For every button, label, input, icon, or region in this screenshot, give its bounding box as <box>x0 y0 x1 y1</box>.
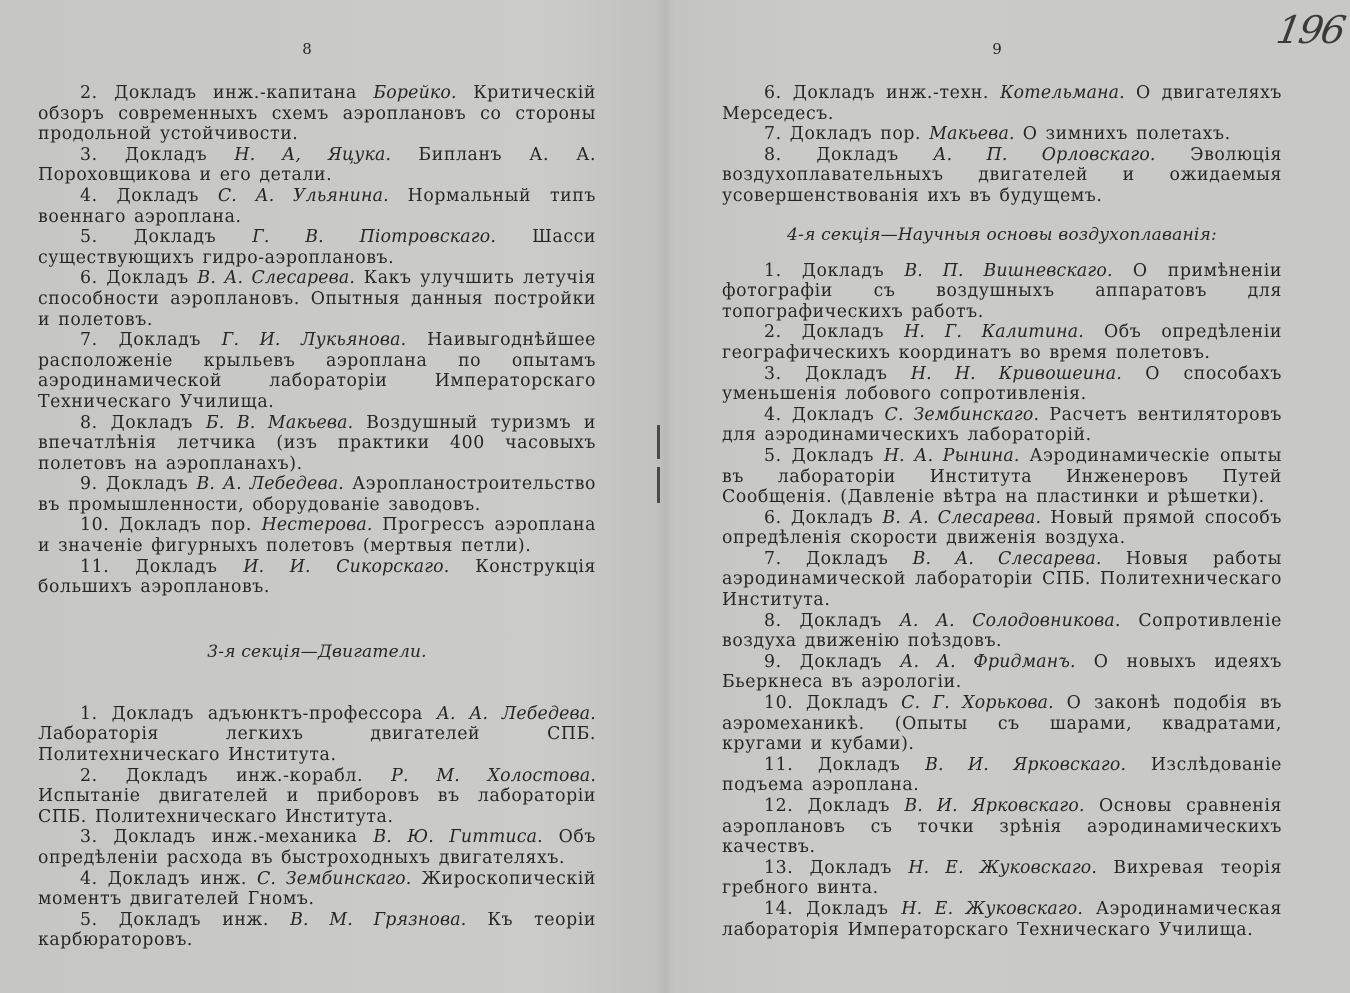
report-title: Аэропланостроительство въ промышленности, оборудованіе заводовъ. <box>38 474 597 515</box>
entry-number: 1. <box>764 260 782 281</box>
report-title: Новыя работы аэродинамической лабораторіи СПБ. Политехническаго Института. <box>722 548 1283 611</box>
author-name: В. А. Слесарева. <box>912 548 1102 569</box>
author-name: В. А. Лебедева. <box>196 474 344 495</box>
report-title: Испытаніе двигателей и приборовъ въ лабораторіи СПБ. Политехническаго Института. <box>38 786 596 827</box>
entry-number: 10. <box>764 693 794 714</box>
report-entry <box>722 549 1282 611</box>
left-page <box>38 0 596 993</box>
report-entry <box>38 413 596 475</box>
entry-list <box>38 83 596 598</box>
entry-prefix: Докладъ <box>806 898 889 919</box>
report-entry <box>38 330 596 412</box>
entry-number: 7. <box>764 124 782 145</box>
entry-prefix: Докладъ <box>791 445 874 466</box>
author-name: Г. В. Піотровскаго. <box>252 227 497 248</box>
report-title: Расчетъ вентиляторовъ для аэродинамическихъ лабораторій. <box>722 404 1283 446</box>
entry-prefix: Докладъ <box>105 474 189 495</box>
author-name: В. И. Ярковскаго. <box>904 796 1085 816</box>
left-page-content <box>38 83 596 951</box>
report-title: О законѣ подобія въ аэромеханикѣ. (Опыты съ шарами, квадратами, кругами и кубами). <box>722 693 1283 755</box>
entry-prefix: Докладъ инж. <box>107 868 247 889</box>
entry-prefix: Докладъ <box>801 260 885 281</box>
author-name: Н. Н. Кривошеина. <box>910 363 1122 384</box>
report-entry <box>722 693 1282 755</box>
report-title: Вихревая теорія гребного винта. <box>722 857 1283 899</box>
report-entry <box>38 83 596 145</box>
entry-prefix: Докладъ <box>116 185 199 206</box>
report-entry <box>722 611 1282 652</box>
entry-prefix: Докладъ <box>807 796 890 816</box>
right-page <box>722 0 1282 993</box>
author-name: И. И. Сикорскаго. <box>243 556 450 577</box>
entry-number: 5. <box>80 227 98 248</box>
report-title: О новыхъ идеяхъ Бьеркнеса въ аэрологіи. <box>722 651 1283 693</box>
entry-prefix: Докладъ <box>118 330 201 351</box>
report-entry <box>722 508 1282 549</box>
entry-number: 5. <box>764 445 782 466</box>
author-name: В. Ю. Гиттиса. <box>373 827 543 848</box>
report-entry <box>722 796 1282 858</box>
report-entry <box>38 474 596 515</box>
entry-prefix: Докладъ <box>818 754 901 775</box>
report-entry <box>722 755 1282 796</box>
author-name: А. А. Фридманъ. <box>900 651 1076 672</box>
report-title: О зимнихъ полетахъ. <box>1022 124 1231 145</box>
author-name: Р. М. Холостова. <box>391 765 597 786</box>
entry-number: 6. <box>80 268 98 289</box>
section-title: 3-я секція—Двигатели. <box>207 641 427 662</box>
right-page-content <box>722 83 1282 940</box>
entry-number: 4. <box>80 185 98 206</box>
entry-prefix: Докладъ <box>133 227 217 248</box>
entry-prefix: Докладъ <box>809 857 893 878</box>
author-name: Борейко. <box>373 83 457 103</box>
entry-number: 6. <box>764 507 782 528</box>
report-entry <box>722 899 1282 940</box>
author-name: Н. Е. Жуковскаго. <box>901 898 1084 919</box>
entry-prefix: Докладъ инж. <box>118 909 270 930</box>
entry-list <box>722 261 1282 941</box>
entry-number: 2. <box>764 322 782 343</box>
report-title: Наивыгоднѣйшее расположеніе крыльевъ аэроплана по опытамъ аэродинамической лабораторіи Императорскаго Техническаго Училища. <box>38 330 596 412</box>
author-name: С. Г. Хорькова. <box>901 693 1054 714</box>
entry-prefix: Докладъ <box>805 363 888 384</box>
report-title: Критическій обзоръ современныхъ схемъ аэроплановъ со стороны продольной устойчивости. <box>38 83 596 145</box>
author-name: А. П. Орловскаго. <box>933 144 1156 165</box>
handwritten-folio-number: 196 <box>1273 8 1348 52</box>
report-title: Шасси существующихъ гидро-аэроплановъ. <box>38 227 597 268</box>
author-name: С. Зембинскаго. <box>884 404 1040 425</box>
report-title: Аэродинамическая лабораторія Императорскаго Техническаго Училища. <box>722 898 1283 940</box>
entry-number: 1. <box>80 703 98 724</box>
entry-prefix: Докладъ инж.-механика <box>113 827 358 848</box>
report-title: Воздушный туризмъ и впечатлѣнія летчика (изъ практики 400 часовыхъ полетовъ на аэропланахъ). <box>38 412 597 474</box>
author-name: Котельмана. <box>1000 83 1125 103</box>
entry-number: 8. <box>764 144 782 165</box>
entry-prefix: Докладъ инж.-корабл. <box>125 765 364 786</box>
author-name: В. П. Вишневскаго. <box>904 260 1113 281</box>
report-title: Основы сравненія аэроплановъ съ точки зрѣнія аэродинамическихъ качествъ. <box>722 796 1283 858</box>
entry-number: 11. <box>764 754 794 775</box>
report-entry <box>722 858 1282 899</box>
entry-number: 2. <box>80 765 98 786</box>
entry-prefix: Докладъ <box>816 144 899 165</box>
entry-number: 3. <box>80 144 98 165</box>
author-name: В. А. Слесарева. <box>882 507 1042 528</box>
page-number: 8 <box>302 40 312 58</box>
report-entry <box>38 910 596 951</box>
entry-list <box>38 704 596 951</box>
entry-prefix: Докладъ пор. <box>118 515 252 536</box>
entry-number: 9. <box>764 651 782 672</box>
report-title: Новый прямой способъ опредѣленія скорости движенія воздуха. <box>722 507 1283 549</box>
report-title: Прогрессъ аэроплана и значеніе фигурныхъ полетовъ (мертвыя петли). <box>38 515 597 557</box>
entry-number: 5. <box>80 909 98 930</box>
entry-prefix: Докладъ <box>799 610 882 631</box>
report-title: О двигателяхъ Мерседесъ. <box>722 83 1283 124</box>
entry-prefix: Докладъ <box>106 268 189 289</box>
page-number: 9 <box>992 40 1002 58</box>
report-entry <box>722 83 1282 124</box>
report-entry <box>38 268 596 330</box>
entry-prefix: Докладъ <box>791 404 875 425</box>
author-name: Г. И. Лукьянова. <box>221 330 407 351</box>
entry-number: 4. <box>764 404 782 425</box>
report-title: Объ опредѣленіи расхода въ быстроходныхъ двигателяхъ. <box>38 827 597 868</box>
report-entry <box>722 124 1282 145</box>
report-entry <box>722 652 1282 693</box>
report-entry <box>722 446 1282 508</box>
author-name: Н. А, Яцука. <box>234 144 392 165</box>
entry-prefix: Докладъ <box>135 556 218 577</box>
report-entry <box>722 405 1282 446</box>
author-name: А. А. Солодовникова. <box>899 610 1121 631</box>
report-entry <box>38 827 596 868</box>
author-name: В. А. Слесарева. <box>197 268 356 289</box>
author-name: Н. Е. Жуковскаго. <box>908 857 1098 878</box>
entry-prefix: Докладъ <box>799 651 883 672</box>
author-name: Макьева. <box>929 124 1015 145</box>
report-title: Сопротивленіе воздуха движенію поѣздовъ. <box>722 610 1283 652</box>
section-title: 4-я секція—Научныя основы воздухоплаванія: <box>787 224 1217 245</box>
report-title: Бипланъ А. А. Пороховщикова и его детали. <box>38 144 597 186</box>
author-name: Н. Г. Калитина. <box>904 322 1084 343</box>
report-entry <box>722 364 1282 405</box>
entry-prefix: Докладъ пор. <box>789 124 922 145</box>
entry-number: 9. <box>80 474 98 495</box>
report-entry <box>722 322 1282 363</box>
report-entry <box>38 869 596 910</box>
report-entry <box>38 704 596 766</box>
author-name: Н. А. Рынина. <box>883 445 1020 466</box>
entry-prefix: Докладъ <box>801 322 885 343</box>
entry-number: 7. <box>80 330 98 351</box>
entry-number: 10. <box>80 515 110 536</box>
report-title: Лабораторія легкихъ двигателей СПБ. Политехническаго Института. <box>38 724 596 766</box>
report-title: Жироскопическій моментъ двигателей Гномъ. <box>38 868 596 910</box>
report-entry <box>38 557 596 598</box>
report-entry <box>38 766 596 828</box>
report-entry <box>38 515 596 556</box>
report-title: Объ опредѣленіи географическихъ координатъ во время полетовъ. <box>722 322 1282 363</box>
report-entry <box>38 186 596 227</box>
report-title: Къ теоріи карбюраторовъ. <box>38 909 597 951</box>
report-entry <box>38 227 596 268</box>
entry-number: 8. <box>764 610 782 631</box>
report-title: Конструкція большихъ аэроплановъ. <box>38 556 597 598</box>
entry-prefix: Докладъ <box>806 693 889 714</box>
entry-prefix: Докладъ <box>790 507 874 528</box>
entry-list <box>722 83 1282 207</box>
entry-prefix: Докладъ адъюнктъ-профессора <box>111 703 423 724</box>
entry-number: 4. <box>80 868 98 889</box>
entry-number: 11. <box>80 556 110 577</box>
entry-prefix: Докладъ <box>110 412 193 433</box>
report-entry <box>722 145 1282 207</box>
report-title: О способахъ уменьшенія лобового сопротивленія. <box>722 363 1282 405</box>
report-title: Эволюція воздухоплавательныхъ двигателей и ожидаемыя усовершенствованія ихъ въ будущемъ. <box>722 144 1282 206</box>
author-name: С. А. Ульянина. <box>217 185 389 206</box>
author-name: А. А. Лебедева. <box>436 703 596 724</box>
entry-number: 13. <box>764 857 794 878</box>
report-entry <box>38 145 596 186</box>
author-name: С. Зембинскаго. <box>257 868 412 889</box>
report-entry <box>722 261 1282 323</box>
binding-staple <box>657 425 661 505</box>
report-title: О примѣненіи фотографіи съ воздушныхъ аппаратовъ для топографическихъ работъ. <box>722 260 1282 322</box>
report-title: Какъ улучшить летучія способности аэроплановъ. Опытныя данныя постройки и полетовъ. <box>38 268 597 330</box>
entry-number: 3. <box>764 363 782 384</box>
author-name: Б. В. Макьева. <box>205 412 354 433</box>
report-title: Аэродинамическіе опыты въ лабораторіи Института Инженеровъ Путей Сообщенія. (Давленіе вѣтра на пластинки и рѣшетки). <box>722 445 1283 508</box>
author-name: В. И. Ярковскаго. <box>925 754 1127 775</box>
entry-number: 3. <box>80 827 98 848</box>
entry-prefix: Докладъ инж.-техн. <box>792 83 989 103</box>
report-title: Изслѣдованіе подъема аэроплана. <box>722 754 1282 796</box>
entry-prefix: Докладъ <box>805 548 889 569</box>
entry-number: 7. <box>764 548 782 569</box>
entry-number: 2. <box>80 83 98 103</box>
author-name: Нестерова. <box>261 515 373 536</box>
entry-number: 14. <box>764 898 794 919</box>
entry-number: 8. <box>80 412 98 433</box>
report-title: Нормальный типъ военнаго аэроплана. <box>38 185 596 227</box>
entry-prefix: Докладъ <box>124 144 208 165</box>
entry-number: 6. <box>764 83 782 103</box>
author-name: В. М. Грязнова. <box>290 909 467 930</box>
entry-number: 12. <box>764 796 794 816</box>
entry-prefix: Докладъ инж.-капитана <box>114 83 357 103</box>
